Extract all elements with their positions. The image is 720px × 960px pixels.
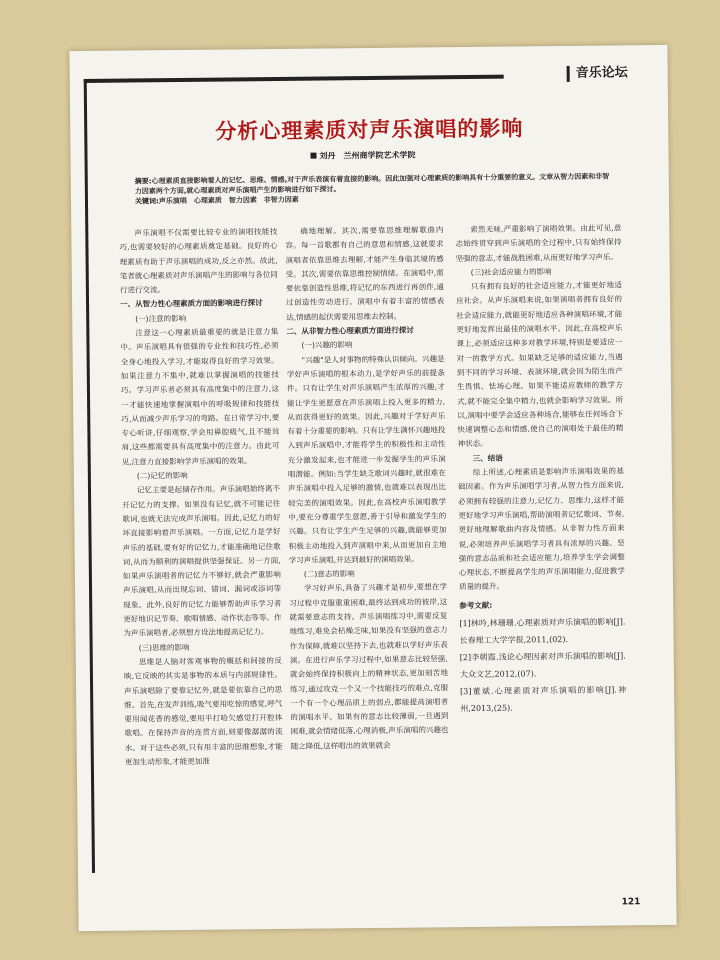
paragraph: 索然无味,严重影响了演唱效果。由此可见,意志始终贯穿到声乐演唱的全过程中,只有始终保持坚强的意志,才能战胜困难,从而更好地学习声乐。 — [455, 223, 622, 263]
top-rule — [84, 75, 504, 83]
column-1 — [119, 225, 283, 770]
section-heading: 三、结语 — [472, 453, 503, 463]
column-3 — [455, 221, 626, 717]
paragraph: 只有拥有良好的社会适应能力,才能更好地适应社会。从声乐演唱来说,如果演唱者拥有良好的社会适应能力,就能更好地适应各种演唱环境,才能更好地发挥出最佳的演唱水平。因此,在高校声乐课上,必须适应这种多对教学环境,特别是要适应一对一的教学方式。如果缺乏足够的适应能力,当遇到不同的学习环境、表演环境,就会因为陌生而产生畏惧、怯场心理。如果不能适应教师的教学方式,就不能完全集中精力,也就会影响学习效果。所以,演唱中要学会适应各种场合,能够在任何场合下快速调整心态和情感,使自己的演唱处于最佳的精神状态。 — [456, 280, 624, 449]
column-3-body — [455, 221, 625, 594]
abstract-block — [135, 171, 615, 206]
reference-item: [3]董斌.心理素质对声乐演唱的影响[J].神州,2013,(25). — [460, 685, 627, 714]
abstract-label: 摘要: — [134, 177, 152, 186]
reference-item: [1]林吟,林珊珊.心理素质对声乐演唱的影响[J].长春理工大学学报,2011,(02). — [459, 617, 626, 646]
byline-square-icon — [310, 153, 316, 159]
keywords-label: 关键词: — [134, 197, 159, 206]
paragraph: 记忆主要是起储存作用。声乐演唱始终离不开记忆力的支撑。如果没有记忆,就不可能记住歌词,也就无法完成声乐演唱。因此,记忆力的好坏直接影响着声乐演唱。一方面,记忆力是学好声乐的基础,要有好的记忆力,才能准确地记住歌词,从而为顺利的演唱提供坚强保证。另一方面,如果声乐演唱者的记忆力不够好,就会严重影响声乐演唱,从而出现忘词、错词、漏词或添词等现象。此外,良好的记忆力能够帮助声乐学习者更好地识记节奏、歌唱情感、动作状态等等。作为声乐演唱者,必须想方设法地提高记忆力。 — [122, 484, 282, 638]
section-heading: 一、从智力性心理素质方面的影响进行探讨 — [120, 298, 263, 310]
paragraph: 声乐演唱不仅需要比较专业的演唱技能技巧,也需要较好的心理素质奠定基础。良好的心理素质有助于声乐演唱的成功,反之亦然。故此,笔者就心理素质对声乐演唱产生的影响与各位同行进行交流。 — [119, 226, 278, 295]
references — [459, 597, 626, 717]
byline — [310, 150, 415, 162]
column-2 — [285, 223, 449, 754]
paragraph: 注意这一心理素质最重要的就是注意力集中。声乐演唱具有很强的专业性和技巧性,必须全身心地投入学习,才能取得良好的学习效果。如果注意力不集中,就难以掌握演唱的技能技巧。学习声乐者必须具有高度集中的注意力,这一才能快速地掌握演唱中的呼吸规律和技能技巧,从而减少声乐学习的弯路。在日常学习中,要专心听讲,仔细观察,学会用鼻腔吸气,且不能耸肩,这些都需要具有高度集中的注意力。由此可见,注意力直接影响学声乐演唱的效果。 — [120, 327, 280, 467]
author-affiliation: 刘丹 兰州商学院艺术学院 — [319, 150, 416, 161]
page-number: 121 — [621, 897, 641, 908]
section-heading: (二)记忆的影响 — [136, 470, 188, 481]
section-tag: 音乐论坛 — [567, 65, 628, 82]
section-heading: (三)思维的影响 — [138, 642, 190, 653]
section-heading: (三)社会适应能力的影响 — [470, 267, 552, 277]
section-heading: (一)注意的影响 — [135, 313, 187, 324]
left-rule — [84, 79, 95, 873]
journal-page — [69, 45, 676, 931]
section-heading: (二)意志的影响 — [303, 569, 355, 579]
paragraph: 学习好声乐,具备了兴趣才是初步,要想在学习过程中克服重重困难,最终达到成功的彼岸,这就需要意志的支持。声乐演唱练习中,需要反复地练习,难免会枯燥乏味,如果没有坚强的意志力作为保障,就难以坚持下去,也就难以学好声乐表演。在进行声乐学习过程中,如果意志比较坚强,就会始终保持积极向上的精神状态,更加刻苦地练习,通过攻克一个又一个技能技巧的难点,克服一个有一个心理品质上的弱点,都能提高演唱者的演唱水平。如果有的意志比较薄弱,一旦遇到困难,就会情绪低落,心理消极,声乐演唱的兴趣也随之降低,这样唱出的效果就会 — [289, 582, 449, 751]
references-label: 参考文献: — [459, 600, 493, 610]
paragraph: "兴趣"是人对事物的特殊认识倾向。兴趣是学好声乐演唱的根本动力,是学好声乐的前提条件。只有让学生对声乐演唱产生浓厚的兴趣,才能让学生更愿意在声乐演唱上投入更多的精力,从而获得更好的效果。因此,兴趣对于学好声乐有着十分重要的影响。只有让学生满怀兴趣地投入到声乐演唱中,才能将学生的积极性和主动性充分激发起来,也才能进一步发掘学生的声乐演唱潜能。例如:当学生缺乏歌词兴趣时,就很难在声乐演唱中投入足够的激情,也就难以表现出比较完美的演唱效果。因此,在高校声乐演唱教学中,要充分尊重学生意愿,善于引导和激发学生的兴趣。只有让学生产生足够的兴趣,就能够更加积极主动地投入到声演唱中来,从而更加自主地学习声乐演唱,并达到最好的演唱效果。 — [286, 353, 447, 565]
section-heading: (一)兴趣的影响 — [301, 340, 353, 351]
section-heading: 二、从非智力性心理素质方面进行探讨 — [286, 325, 414, 336]
reference-item: [2]李朝霞.浅论心理因素对声乐演唱的影响[J].大众文艺,2012,(07). — [459, 651, 626, 680]
paragraph: 思维是人脑对客观事物的概括和间接的反映,它反映的其实是事物的本质与内部规律性。声乐演唱除了要靠记忆外,就是要依靠自己的思维。首先,在发声训练,吸气要用吃惊的感觉,呼气要用闻花香的感觉,要用半打哈欠感觉打开腔体歌唱。在保持声音的连贯方面,则要像潺潺的流水。对于这些必须,只有用丰富的思维想象,才能更加生动形象,才能更加准 — [123, 655, 283, 767]
keywords-text: 声乐演唱 心理素质 智力因素 非智力因素 — [158, 195, 299, 206]
abstract-text: 心理素质直接影响着人的记忆、思维、情感,对于声乐表演有着直接的影响。因此加强对心理素质的影响具有十分重要的意义。文章从智力因素和非智力因素两个方面,就心理素质对声乐演唱产生的影响进行如下探讨。 — [134, 172, 610, 196]
paragraph: 综上所述,心理素质是影响声乐演唱效果的基础因素。作为声乐演唱学习者,从智力性方面来说,必须拥有较强的注意力,记忆力、思维力,这样才能更好地学习声乐演唱,帮助演唱者记忆歌词、节奏,更好地理解歌曲内容及情感。从非智力性方面来说,必须培养声乐演唱学习者具有浓厚的兴趣、坚强的意志品质和社会适应能力,培养学生学会调整心理状态,不断提高学生的声乐演唱能力,促进教学质量的提升。 — [457, 466, 625, 592]
article-title: 分析心理素质对声乐演唱的影响 — [215, 116, 524, 144]
paragraph: 确地理解。其次,需要靠思维理解歌曲内容。每一首歌都有自己的意思和情感,这就要求演唱者依靠思维去理解,才能产生身临其境的感受。其次,需要依靠思维控制情绪。在演唱中,需要依靠创造性思维,将记忆的东西进行再创作,通过创造性劳动进行。演唱中有着丰富的情感表达,情感的起伏需要用思维去控制。 — [285, 225, 445, 322]
